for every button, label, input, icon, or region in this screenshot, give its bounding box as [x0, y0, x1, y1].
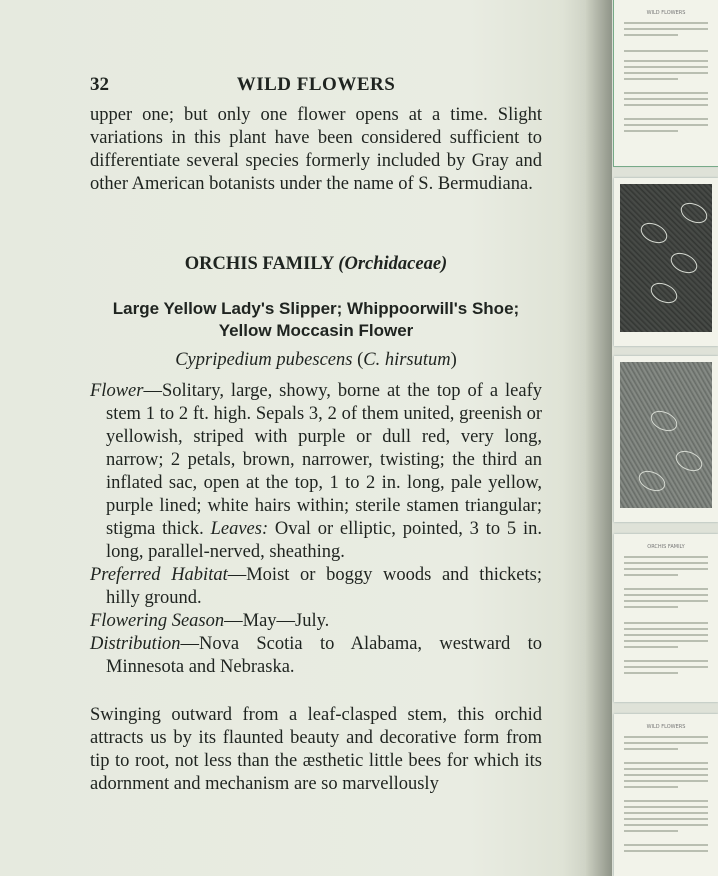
family-heading — [90, 254, 542, 275]
thumbnail-text-line — [624, 628, 708, 630]
paragraph-main: Swinging outward from a leaf-clasped stem, this orchid attracts us by its flaunted beauty and decorative form from tip to root, not less than the æsthetic little bees for which its adornment and mechanism are so marvellously — [90, 705, 542, 794]
thumbnail-text-line — [624, 98, 708, 100]
thumbnail-caption: WILD FLOWERS — [646, 724, 686, 730]
leaf-shape — [636, 467, 669, 495]
common-names — [90, 298, 542, 342]
entry-season — [90, 610, 542, 633]
scientific-close-paren: ) — [450, 350, 457, 370]
thumbnail-text-line — [624, 606, 678, 608]
thumbnail-text-line — [624, 812, 708, 814]
thumbnail-plate-image — [620, 362, 712, 508]
thumbnail-text-line — [624, 844, 708, 846]
thumbnail-text-line — [624, 748, 678, 750]
thumbnail-text-line — [624, 92, 708, 94]
thumbnail-text-line — [624, 588, 708, 590]
thumbnail-plate-image — [620, 184, 712, 332]
thumbnail-text-line — [624, 818, 708, 820]
thumbnail-text-line — [624, 762, 708, 764]
entry-habitat — [90, 564, 542, 610]
scientific-synonym: C. hirsutum — [363, 350, 451, 370]
thumbnail-text-line — [624, 742, 708, 744]
thumbnail-text-line — [624, 824, 708, 826]
entry-text: —May—July. — [224, 611, 330, 631]
family-latin: (Orchidaceae) — [338, 254, 448, 274]
common-names-line-1: Large Yellow Lady's Slipper; Whippoorwill's Shoe; — [112, 299, 520, 318]
thumbnail-strip[interactable] — [612, 0, 718, 876]
thumbnail-text-line — [624, 124, 708, 126]
running-head: WILD FLOWERS — [236, 74, 396, 95]
thumbnail-text-line — [624, 672, 678, 674]
thumbnail-text-line — [624, 786, 678, 788]
entry-label-leaves: Leaves: — [210, 519, 269, 539]
thumbnail-text-line — [624, 562, 708, 564]
entry-distribution — [90, 633, 542, 679]
thumbnail-caption: ORCHIS FAMILY — [647, 544, 685, 550]
thumbnail-text-line — [624, 72, 708, 74]
thumbnail-text-line — [624, 736, 708, 738]
thumbnail-text-line — [624, 556, 708, 558]
entry-text: —Nova Scotia to Alabama, westward to Minnesota and Nebraska. — [106, 634, 542, 677]
thumbnail-text-line — [624, 774, 708, 776]
thumbnail-text-line — [624, 600, 708, 602]
thumbnail-text-line — [624, 666, 708, 668]
thumbnail-text-line — [624, 780, 708, 782]
thumbnail-text-line — [624, 568, 708, 570]
thumbnail-text-line — [624, 850, 708, 852]
thumbnail-text-line — [624, 660, 708, 662]
thumbnail-page[interactable] — [614, 534, 718, 702]
thumbnail-text-line — [624, 60, 708, 62]
page-gutter — [586, 0, 612, 876]
thumbnail-page[interactable] — [614, 178, 718, 346]
thumbnail-text-line — [624, 78, 678, 80]
thumbnail-text-line — [624, 622, 708, 624]
page-number: 32 — [90, 74, 109, 95]
entry-label: Flowering Season — [90, 611, 225, 631]
thumbnail-text-line — [624, 806, 708, 808]
thumbnail-page[interactable] — [614, 0, 718, 166]
common-names-line-2: Yellow Moccasin Flower — [218, 321, 414, 340]
leaf-shape — [648, 279, 681, 307]
leaf-shape — [678, 199, 711, 227]
entry-flower — [90, 380, 542, 564]
species-description — [90, 380, 542, 679]
entry-label: Distribution — [90, 634, 181, 654]
thumbnail-text-line — [624, 28, 708, 30]
entry-text-leaves: Oval or elliptic, pointed, 3 to 5 in. long, parallel-nerved, sheathing. — [106, 519, 543, 562]
scientific-name — [90, 350, 542, 371]
thumbnail-text-line — [624, 800, 708, 802]
thumbnail-text-line — [624, 104, 708, 106]
family-name: ORCHIS FAMILY — [184, 254, 334, 274]
thumbnail-text-line — [624, 50, 708, 52]
scientific-open-paren: ( — [357, 350, 364, 370]
entry-text: —Solitary, large, showy, borne at the top of a leafy stem 1 to 2 ft. high. Sepals 3, 2 of them united, greenish or yellowish, striped with purple or dull red, very long, narrow; 2 petals, brown, narrower, twisting; the third an inflated sac, open at the top, 1 to 2 in. long, pale yellow, purple lined; white hairs within; sterile stamen triangular; stigma thick. — [106, 381, 542, 539]
leaf-shape — [673, 447, 706, 475]
paragraph-continued: upper one; but only one flower opens at a time. Slight variations in this plant have been considered sufficient to differentiate several species formerly included by Gray and other American botanists under the name of S. Bermudiana. — [90, 105, 542, 194]
thumbnail-text-line — [624, 634, 708, 636]
thumbnail-text-line — [624, 22, 708, 24]
entry-label: Flower — [90, 381, 144, 401]
page-header — [90, 74, 542, 96]
thumbnail-text-line — [624, 768, 708, 770]
thumbnail-text-line — [624, 66, 708, 68]
thumbnail-text-line — [624, 118, 708, 120]
thumbnail-text-line — [624, 574, 678, 576]
thumbnail-text-line — [624, 594, 708, 596]
thumbnail-text-line — [624, 34, 678, 36]
thumbnail-text-line — [624, 130, 678, 132]
scientific-name-primary: Cypripedium pubescens — [175, 350, 353, 370]
thumbnail-text-line — [624, 640, 708, 642]
thumbnail-caption: WILD FLOWERS — [646, 10, 686, 16]
entry-label: Preferred Habitat — [90, 565, 228, 585]
leaf-shape — [638, 219, 671, 247]
thumbnail-page[interactable] — [614, 714, 718, 876]
thumbnail-text-line — [624, 646, 678, 648]
thumbnail-page[interactable] — [614, 356, 718, 522]
entry-text: —Moist or boggy woods and thickets; hilly ground. — [106, 565, 542, 608]
leaf-shape — [668, 249, 701, 277]
thumbnail-text-line — [624, 830, 678, 832]
leaf-shape — [648, 407, 681, 435]
